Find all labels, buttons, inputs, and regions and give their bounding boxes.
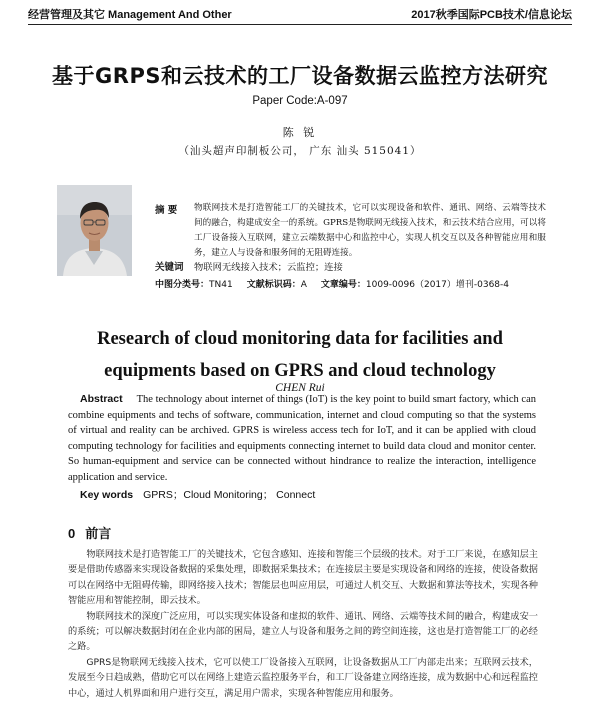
author-name-cn: 陈 锐 [282,126,318,139]
title-en-line-2: equipments based on GPRS and cloud technology [104,361,496,381]
body-paragraph: 物联网技术是打造智能工厂的关键技术，它包含感知、连接和智能三个层级的技术。对于工厂来说，在感知层主要是借助传感器来实现设备数据的采集处理，即数据采集技术；在连接层主要是实现设备和网络的连接，使设备数据可以在网络中无阻碍传输，即网络接入技术；智能层也叫应用层，可通过人机交互、大数据和算法等技术，实现各种智能应用和智能控制，即云技术。 [68,549,538,607]
title-en-line-1: Research of cloud monitoring data for facilities and [97,329,503,349]
keywords-cn-text: 物联网无线接入技术；云监控；连接 [194,262,343,273]
article-number-value: 1009-0096（2017）增刊-0368-4 [365,280,509,290]
keywords-en [80,487,315,502]
body-paragraph: 物联网技术的深度广泛应用，可以实现实体设备和虚拟的软件、通讯、网络、云端等技术间的融合，构建成安一的系统；可以解决数据封闭在企业内部的困局，建立人与设备和服务之间的跨空间连接，这也是打造智能工厂的必经之路。 [68,610,538,653]
doc-code-label: 文献标识码： [246,280,301,290]
abstract-cn-text: 物联网技术是打造智能工厂的关键技术，它可以实现设备和软件、通讯、网络、云端等技术间的融合，构建成安全一的系统。GPRS是物联网无线接入技术，和云技术结合应用，可以将工厂设备接入互联网，建立云端数据中心和监控中心，实现人机交互以及各种智能应用和服务，建立人与设备和服务间的无阻碍连接。 [194,203,546,258]
author-portrait-image [57,185,132,276]
clc-label: 中图分类号： [155,280,210,290]
body-text [68,547,538,701]
body-paragraph: GPRS是物联网无线接入技术，它可以使工厂设备接入互联网，让设备数据从工厂内部走出来；互联网云技术，发展至今日趋成熟，借助它可以在网络上建造云监控服务平台，和工厂设备建立网络连接，成为数据中心和远程监控中心，通过人机界面和用户进行交互，满足用户需求，实现各种智能应用和服务。 [68,656,538,699]
keywords-en-text: GPRS；Cloud Monitoring； Connect [143,489,316,501]
paper-title-cn: 基于GRPS和云技术的工厂设备数据云监控方法研究 [52,64,548,88]
abstract-en-label: Abstract [80,393,123,405]
running-header [28,6,572,22]
abstract-cn-label: 摘 要 [155,205,178,216]
header-forum-name: 2017秋季国际PCB技术/信息论坛 [411,9,572,21]
abstract-en [68,392,536,485]
article-number-label: 文章编号： [320,280,366,290]
section-heading [68,523,111,542]
paper-title-en [0,323,600,387]
author-photo [57,185,132,276]
header-rule [28,24,572,25]
author-name-en: CHEN Rui [275,382,325,394]
clc-value: TN41 [209,280,233,290]
author-affiliation-cn: （汕头超声印制板公司， 广东 汕头 515041） [178,145,422,157]
classification-line [155,277,509,290]
section-title: 前言 [85,527,112,542]
header-section-name: 经营管理及其它 Management And Other [28,9,232,21]
section-number: 0 [68,526,76,541]
abstract-en-text: The technology about internet of things (IoT) is the key point to build smart factory, which can combine equipments and techs of software, communication, internet and cloud computing so that the systems of virtual and reality can be archived. GPRS is wireless access tech for IoT, and it can be applied with cloud computing technology for facilities and equipments connecting internet to build data cloud and monitor center. So human-equipment and service can be connected without hindrance to realize the interaction, intelligence application and service. [68,394,536,483]
keywords-cn-label: 关键词 [155,262,184,273]
doc-code-value: A [300,280,307,290]
paper-code: Paper Code:A-097 [252,95,348,107]
keywords-en-label: Key words [80,489,134,501]
